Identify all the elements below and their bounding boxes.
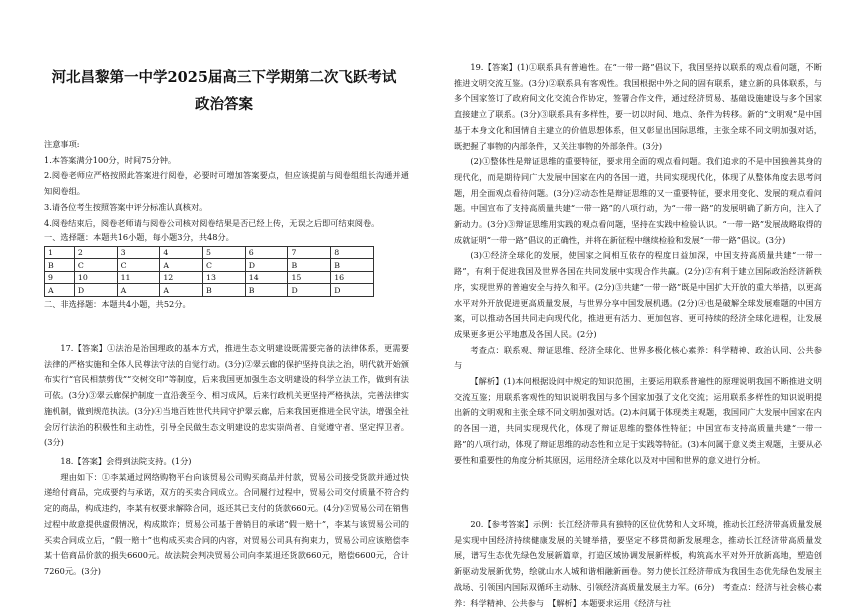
q18-answer — [44, 454, 409, 580]
notice-item: 1.本答案满分100分，时间75分钟。 — [44, 154, 177, 165]
table-cell: A — [117, 284, 160, 297]
q17-text: 17.【答案】①法治是治国理政的基本方式，推进生态文明建设既需要完备的法律体系，更需要法律的严格实施和全体人民尊法守法的自觉行动。(3分)②翠云廊的保护坚持良法之治，明代就开始颁布实行“官民相禁剪伐”“交树交印”等制度，后来我国更加强生态文明建设的科学立法工作，做到有法可依。(3分)③翠云廊保护制度一直沿袭至今、相习成风，后来行政机关更坚持严格执法，完善法律实施机制，做到规范执法。(3分)④当地百姓世代共同守护翠云廊，后来我国更推进全民守法，增强全社会厉行法治的积极性和主动性，引导全民做生态文明建设的忠实崇尚者、自觉遵守者、坚定捍卫者。(3分) — [44, 343, 409, 448]
table-cell: 14 — [245, 271, 288, 284]
table-cell: B — [331, 259, 374, 272]
table-cell: B — [45, 259, 75, 272]
nonchoice-heading: 二、非选择题：本题共4小题，共52分。 — [44, 299, 191, 310]
q19-examine-points: 考查点：联系观、辩证思维、经济全球化、世界多极化核心素养：科学精神、政治认同、公共参与 — [454, 344, 822, 371]
table-cell: 12 — [160, 271, 203, 284]
table-cell: 2 — [74, 246, 117, 259]
table-row — [45, 259, 374, 272]
table-cell: 16 — [331, 271, 374, 284]
notice-item: 2.阅卷老师应严格按照此答案进行阅卷，必要时可增加答案要点，但应该提前与阅卷组组长沟通并通知阅卷组。 — [44, 170, 409, 197]
table-cell: C — [74, 259, 117, 272]
table-cell: B — [245, 284, 288, 297]
table-cell: A — [160, 284, 203, 297]
table-cell: C — [203, 259, 246, 272]
q19-part1: 19.【答案】(1)①联系具有普遍性。在“一带一路”倡议下，我国坚持以联系的观点看问题，不断推进文明交流互鉴。(3分)②联系具有客观性。我国根据中外之间的固有联系，建立新的具体联系，与多个国家签订了政府间文化交流合作协定，签署合作文件，通过经济贸易、基础设施建设与多个国家直接建立了联系。(3分)③联系具有多样性，要一切以时间、地点、条件为转移。新的“文明观”是中国基于本身文化和国情自主建立的价值思想体系，但又彰显出国际思维，主张全球不同文明加强对话，既把握了事物的内部条件，又关注事物的外部条件。(3分) — [454, 62, 822, 151]
table-cell: C — [117, 259, 160, 272]
table-cell: A — [45, 284, 75, 297]
table-cell: 10 — [74, 271, 117, 284]
table-cell: 11 — [117, 271, 160, 284]
document-title: 河北昌黎第一中学2025届高三下学期第二次飞跃考试 — [51, 69, 397, 86]
table-cell: 9 — [45, 271, 75, 284]
document-subtitle: 政治答案 — [195, 96, 253, 113]
q17-answer — [44, 341, 409, 451]
choice-heading: 一、选择题：本题共16小题，每小题3分，共48分。 — [44, 232, 234, 242]
q20-answer — [454, 517, 822, 611]
table-cell: 4 — [160, 246, 203, 259]
table-row — [45, 246, 374, 259]
answer-table — [44, 246, 374, 297]
q18-reason: 理由如下：①李某通过网络购物平台向该贸易公司购买商品并付款，贸易公司接受货款并通过快递给付商品，完成要约与承诺，双方的买卖合同成立。合同履行过程中，贸易公司交付质量不符合约定的商品，构成违约，李某有权要求解除合同，返还其已支付的货款660元。(4分)②贸易公司在销售过程中故意提供虚假情况，构成欺诈；贸易公司基于普销目的承诺“假一赔十”，李某与该贸易公司的买卖合同成立后，“假一赔十”也构成买卖合同的内容，对贸易公司具有拘束力，贸易公司应该赔偿李某十倍商品价款的损失6600元。故法院会判决贸易公司向李某退还货款660元，赔偿6600元，合计7260元。(3分) — [44, 471, 409, 576]
choice-section — [44, 230, 409, 313]
q19-part3: (3)①经济全球化的发展，使国家之间相互依存的程度日益加深，中国支持高质量共建“一带一路”，有利于促进我国及世界各国在共同发展中实现合作共赢。(2分)②有利于建立国际政治经济新秩序，实现世界的普遍安全与持久和平。(2分)③共建“一带一路”既是中国扩大开放的重大举措，以更高水平对外开放促进更高质量发展，与世界分享中国发展机遇。(2分)④也是破解全球发展难题的中国方案，可以推动各国共同走向现代化，推进更有活力、更加包容、更可持续的经济全球化进程，让发展成果更多更公平地惠及各国人民。(2分) — [454, 250, 822, 339]
notice-heading: 注意事项: — [44, 139, 80, 149]
table-cell: 1 — [45, 246, 75, 259]
table-cell: 15 — [288, 271, 331, 284]
table-cell: 5 — [203, 246, 246, 259]
q19-part2: (2)①整体性是辩证思维的重要特征，要求用全面的观点看问题。我们追求的不是中国独善其身的现代化，而是期待同广大发展中国家在内的各国一道，共同实现现代化，体现了从整体角度去思考问题，用全面观点看待问题。(3分)②动态性是辩证思维的又一重要特征，要求用变化、发展的观点看问题。中国宣布了支持高质量共建“一带一路”的八项行动，为“一带一路”的发展明确了新方向，注入了新动力。(3分)③辩证思维用实践的观点看问题，坚持在实践中检验认识。“一带一路”发展战略取得的成就证明“一带一路”倡议的正确性，并将在新征程中继续检验和发展“一带一路”倡议。(3分) — [454, 156, 822, 245]
table-cell: A — [160, 259, 203, 272]
q18-answer-line: 18.【答案】会得到法院支持。(1分) — [60, 456, 192, 466]
table-cell: B — [203, 284, 246, 297]
table-cell: D — [288, 284, 331, 297]
table-cell: D — [331, 284, 374, 297]
q20-text: 20.【参考答案】示例：长江经济带具有独特的区位优势和人文环境，推动长江经济带高质量发展是实现中国经济持续健康发展的关键举措，要坚定不移贯彻新发展理念，推动长江经济带高质量发展，谱写生态优先绿色发展新篇章，打造区域协调发展新样板，构筑高水平对外开放新高地，塑造创新驱动发展新优势，绘就山水人城和谐相融新画卷。努力使长江经济带成为我国生态优先绿色发展主战场、引领国内国际双循环主动脉、引领经济高质量发展主力军。(6分) 考查点：经济与社会核心素养：科学精神、公共参与 【解析】本题要求运用《经济与社 — [454, 519, 822, 608]
table-cell: 13 — [203, 271, 246, 284]
table-cell: 6 — [245, 246, 288, 259]
notice-item: 4.阅卷结束后，阅卷老师请与阅卷公司核对阅卷结果是否已经上传，无误之后即可结束阅卷。 — [44, 217, 380, 228]
q19-answer — [454, 60, 822, 468]
table-cell: 3 — [117, 246, 160, 259]
table-cell: B — [288, 259, 331, 272]
table-row — [45, 271, 374, 284]
table-cell: 8 — [331, 246, 374, 259]
table-cell: D — [74, 284, 117, 297]
notice-item: 3.请各位考生按照答案中评分标准认真核对。 — [44, 201, 208, 212]
q19-analysis: 【解析】(1)本问根据设问中规定的知识范围，主要运用联系普遍性的原理说明我国不断推进文明交流互鉴；用联系客观性的知识说明我国与多个国家加强了文化交流；运用联系多样性的知识说明提出新的文明观和主张全球不同文明加强对话。(2)本问属于体现类主观题，我国同广大发展中国家在内的各国一道，共同实现现代化，体现了辩证思维的整体性特征；中国宣布支持高质量共建“一带一路”的八项行动，体现了辩证思维的动态性和立足于实践等特征。(3)本问属于意义类主观题，主要从必要性和重要性的角度分析其原因，运用经济全球化以及对中国和世界的意义进行分析。 — [454, 376, 822, 465]
notice-section — [44, 137, 409, 231]
table-cell: 7 — [288, 246, 331, 259]
table-row — [45, 284, 374, 297]
table-cell: D — [245, 259, 288, 272]
